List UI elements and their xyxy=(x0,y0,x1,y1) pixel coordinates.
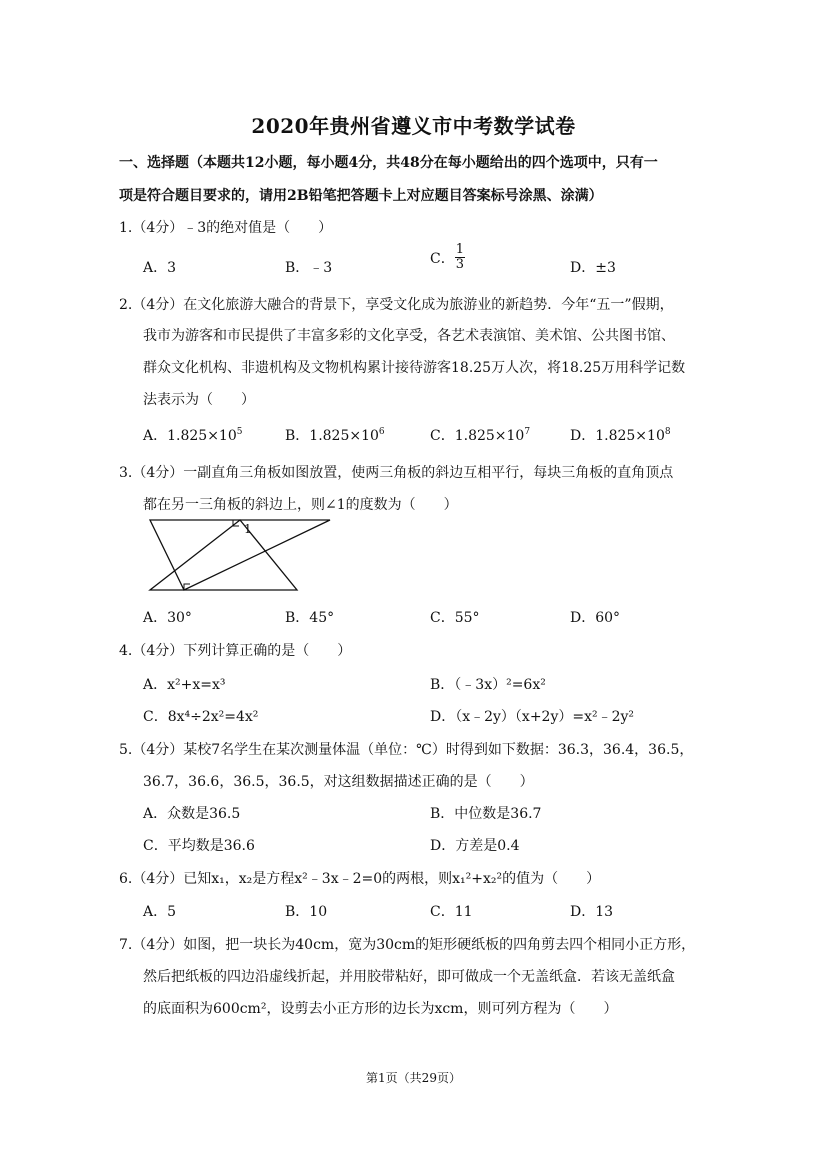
q1-option-d: D．±3 xyxy=(570,260,616,276)
question-6-stem: 6.（4分）已知x₁，x₂是方程x²﹣3x﹣2=0的两根，则x₁²+x₂²的值为（ ） xyxy=(119,871,601,887)
q3-option-c: C．55° xyxy=(430,610,480,626)
q2-option-b-exponent: 6 xyxy=(378,427,385,437)
question-7-line3: 的底面积为600cm²，设剪去小正方形的边长为xcm，则可列方程为（ ） xyxy=(143,1001,618,1017)
q3-option-a: A．30° xyxy=(143,610,192,626)
q1-option-b: B．﹣3 xyxy=(285,260,333,276)
section-heading-line1: 一、选择题（本题共12小题，每小题4分，共48分在每小题给出的四个选项中，只有一 xyxy=(119,155,658,171)
q5-option-a: A．众数是36.5 xyxy=(143,806,241,822)
q6-option-d: D．13 xyxy=(570,904,614,920)
question-2-line1: 2.（4分）在文化旅游大融合的背景下，享受文化成为旅游业的新趋势．今年“五一”假期， xyxy=(119,297,674,313)
triangle-ruler-two xyxy=(150,520,297,590)
q2-option-a-base: A．1.825×10 xyxy=(143,428,237,444)
fraction-numerator: 1 xyxy=(455,242,464,257)
question-5-line2: 36.7，36.6，36.5，36.5，对这组数据描述正确的是（ ） xyxy=(143,774,534,790)
question-2-line2: 我市为游客和市民提供了丰富多彩的文化享受，各艺术表演馆、美术馆、公共图书馆、 xyxy=(143,328,675,344)
q4-option-c: C．8x⁴÷2x²=4x² xyxy=(143,709,259,725)
angle-1-label: 1 xyxy=(244,522,252,536)
q2-option-d xyxy=(570,425,671,445)
q1-option-a: A．3 xyxy=(143,260,177,276)
q6-option-c: C．11 xyxy=(430,904,473,920)
question-5-line1: 5.（4分）某校7名学生在某次测量体温（单位：℃）时得到如下数据：36.3，36.4，36.5， xyxy=(119,742,694,758)
q2-option-b-base: B．1.825×10 xyxy=(285,428,379,444)
q4-option-a: A．x²+x=x³ xyxy=(143,677,226,693)
figure-lines xyxy=(150,520,330,590)
fraction-one-third xyxy=(455,243,465,273)
q3-option-b: B．45° xyxy=(285,610,335,626)
question-3-line1: 3.（4分）一副直角三角板如图放置，使两三角板的斜边互相平行，每块三角板的直角顶点 xyxy=(119,465,674,481)
section-heading-line2: 项是符合题目要求的，请用2B铅笔把答题卡上对应题目答案标号涂黑、涂满） xyxy=(119,188,603,204)
q6-option-a: A．5 xyxy=(143,904,177,920)
page-footer: 第1页（共29页） xyxy=(366,1071,461,1085)
q4-option-b: B．（﹣3x）²=6x² xyxy=(430,677,546,693)
question-2-line4: 法表示为（ ） xyxy=(143,392,255,408)
q3-option-d: D．60° xyxy=(570,610,621,626)
q5-option-c: C．平均数是36.6 xyxy=(143,838,255,854)
q2-option-c-base: C．1.825×10 xyxy=(430,428,525,444)
q2-option-b xyxy=(285,425,385,445)
question-1-stem: 1.（4分）﹣3的绝对值是（ ） xyxy=(119,220,333,236)
q6-option-b: B．10 xyxy=(285,904,328,920)
q2-option-c xyxy=(430,425,530,445)
triangle-rulers-figure xyxy=(140,514,340,596)
q5-option-b: B．中位数是36.7 xyxy=(430,806,542,822)
q1-option-c xyxy=(430,243,465,273)
q2-option-d-exponent: 8 xyxy=(664,427,671,437)
page-title: 2020年贵州省遵义市中考数学试卷 xyxy=(251,114,576,138)
triangle-ruler-one xyxy=(150,520,330,590)
q4-option-d: D．（x﹣2y）（x+2y）=x²﹣2y² xyxy=(430,709,635,725)
fraction-denominator: 3 xyxy=(455,257,464,273)
q2-option-c-exponent: 7 xyxy=(524,427,531,437)
q2-option-a-exponent: 5 xyxy=(236,427,243,437)
question-4-stem: 4.（4分）下列计算正确的是（ ） xyxy=(119,643,352,659)
question-2-line3: 群众文化机构、非遗机构及文物机构累计接待游客18.25万人次，将18.25万用科学记数 xyxy=(143,360,686,376)
q2-option-d-base: D．1.825×10 xyxy=(570,428,665,444)
q5-option-d: D．方差是0.4 xyxy=(430,838,520,854)
question-3-line2: 都在另一三角板的斜边上，则∠1的度数为（ ） xyxy=(143,497,458,513)
question-7-line1: 7.（4分）如图，把一块长为40cm，宽为30cm的矩形硬纸板的四角剪去四个相同小正方形， xyxy=(119,937,696,953)
q2-option-a xyxy=(143,425,242,445)
q1-option-c-label: C． xyxy=(430,250,455,267)
question-7-line2: 然后把纸板的四边沿虚线折起，并用胶带粘好，即可做成一个无盖纸盒．若该无盖纸盒 xyxy=(143,969,675,985)
